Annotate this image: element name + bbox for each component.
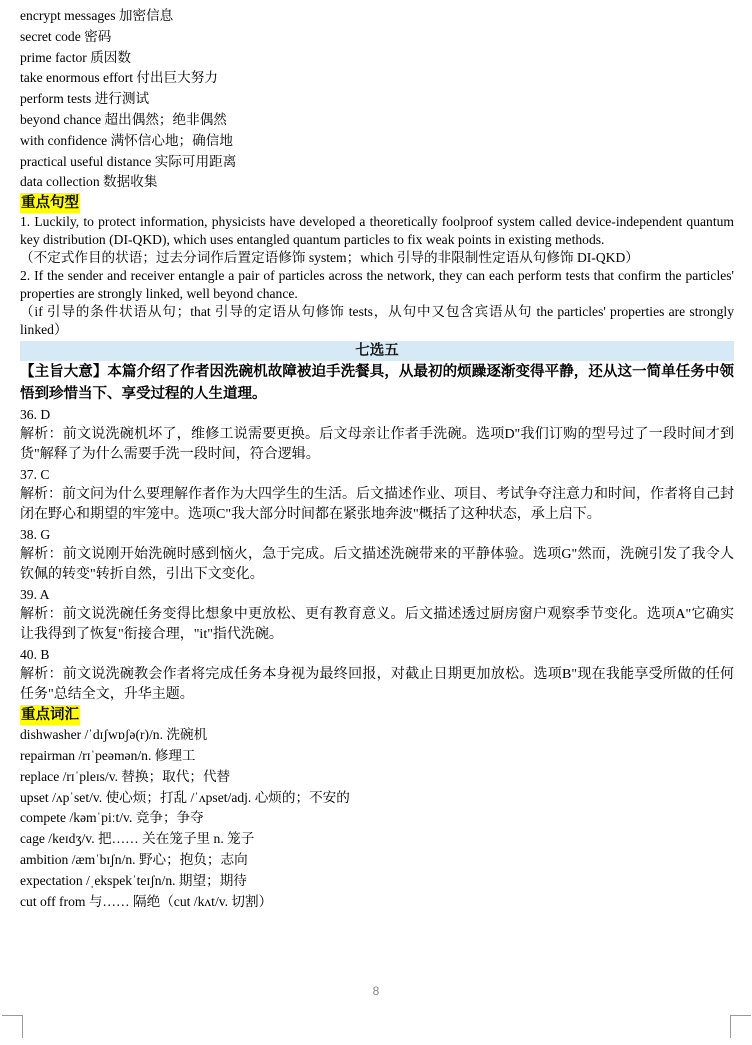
vocab-item: cut off from 与…… 隔绝（cut /kʌt/v. 切割） (20, 893, 273, 909)
page-corner-mark (2, 1015, 23, 1038)
document-page (20, 6, 734, 912)
sentence-2-note: （if 引导的条件状语从句；that 引导的定语从句修饰 tests，从句中又包含宾语从句 the particles' properties are strongly linked） (20, 304, 734, 338)
answer-explanation: 解析：前文说洗碗任务变得比想象中更放松、更有教育意义。后文描述透过厨房窗户观察季节变化。选项A"它确实让我得到了恢复"衔接合理，"it"指代洗碗。 (20, 607, 734, 643)
answer-explanation: 解析：前文说刚开始洗碗时感到恼火，急于完成。后文描述洗碗带来的平静体验。选项G"然而，洗碗引发了我令人钦佩的转变"转折自然，引出下文变化。 (20, 547, 734, 583)
answer-explanation: 解析：前文说洗碗机坏了，维修工说需要更换。后文母亲让作者手洗碗。选项D"我们订购的型号过了一段时间才到货"解释了为什么需要手洗一段时间，符合逻辑。 (20, 427, 734, 463)
page-number: 8 (372, 984, 380, 998)
answer-number: 36. D (20, 407, 51, 423)
vocab-item: expectation /ˌekspekˈteɪʃn/n. 期望；期待 (20, 872, 247, 888)
vocab-heading: 重点词汇 (21, 707, 79, 724)
vocab-item: cage /keɪdʒ/v. 把…… 关在笼子里 n. 笼子 (20, 831, 255, 847)
vocab-item: upset /ʌpˈset/v. 使心烦；打乱 /ˈʌpset/adj. 心烦的；不安的 (20, 789, 350, 805)
phrase-item: secret code 密码 (20, 28, 112, 44)
answer-list (20, 405, 734, 705)
phrase-item: with confidence 满怀信心地；确信地 (20, 132, 233, 148)
sentence-2: 2. If the sender and receiver entangle a pair of particles across the network, they can each perform tests that confirm the particles' properties are strongly linked, well beyond chance. (20, 268, 734, 302)
vocab-item: compete /kəmˈpiːt/v. 竞争；争夺 (20, 810, 204, 826)
vocab-list (20, 725, 734, 912)
vocab-item: ambition /æmˈbɪʃn/n. 野心；抱负；志向 (20, 851, 248, 867)
page-corner-mark (730, 1015, 751, 1038)
sentence-1: 1. Luckily, to protect information, physicists have developed a theoretically foolproof system called device-independent quantum key distribution (DI-QKD), which uses entangled quantum particles to fix weak points in existing methods. (20, 214, 734, 248)
answer-number: 40. B (20, 647, 50, 663)
sentence-1-note: （不定式作目的状语；过去分词作后置定语修饰 system；which 引导的非限制性定语从句修饰 DI-QKD） (20, 250, 639, 266)
section-title: 七选五 (20, 341, 734, 361)
phrase-item: perform tests 进行测试 (20, 91, 150, 107)
phrase-item: data collection 数据收集 (20, 174, 158, 190)
vocab-item: replace /rɪˈpleɪs/v. 替换；取代；代替 (20, 768, 231, 784)
main-idea: 【主旨大意】本篇介绍了作者因洗碗机故障被迫手洗餐具，从最初的烦躁逐渐变得平静，还从这一简单任务中领悟到珍惜当下、享受过程的人生道理。 (20, 364, 734, 403)
sentences-heading: 重点句型 (21, 195, 79, 212)
phrase-item: practical useful distance 实际可用距离 (20, 153, 237, 169)
answer-number: 39. A (20, 587, 50, 603)
phrase-item: beyond chance 超出偶然；绝非偶然 (20, 111, 227, 127)
answer-explanation: 解析：前文说洗碗教会作者将完成任务本身视为最终回报，对截止日期更加放松。选项B"现在我能享受所做的任何任务"总结全文，升华主题。 (20, 667, 734, 703)
phrase-item: encrypt messages 加密信息 (20, 8, 174, 23)
answer-explanation: 解析：前文问为什么要理解作者作为大四学生的生活。后文描述作业、项目、考试争夺注意力和时间，作者将自己封闭在野心和期望的牢笼中。选项C"我大部分时间都在紧张地奔波"概括了这种状态，承上启下。 (20, 487, 734, 523)
phrase-item: take enormous effort 付出巨大努力 (20, 70, 218, 86)
answer-number: 37. C (20, 467, 50, 483)
phrase-list (20, 6, 734, 193)
answer-number: 38. G (20, 527, 51, 543)
vocab-item: dishwasher /ˈdɪʃwɒʃə(r)/n. 洗碗机 (20, 727, 208, 743)
vocab-item: repairman /rɪˈpeəmən/n. 修理工 (20, 747, 196, 763)
phrase-item: prime factor 质因数 (20, 49, 131, 65)
